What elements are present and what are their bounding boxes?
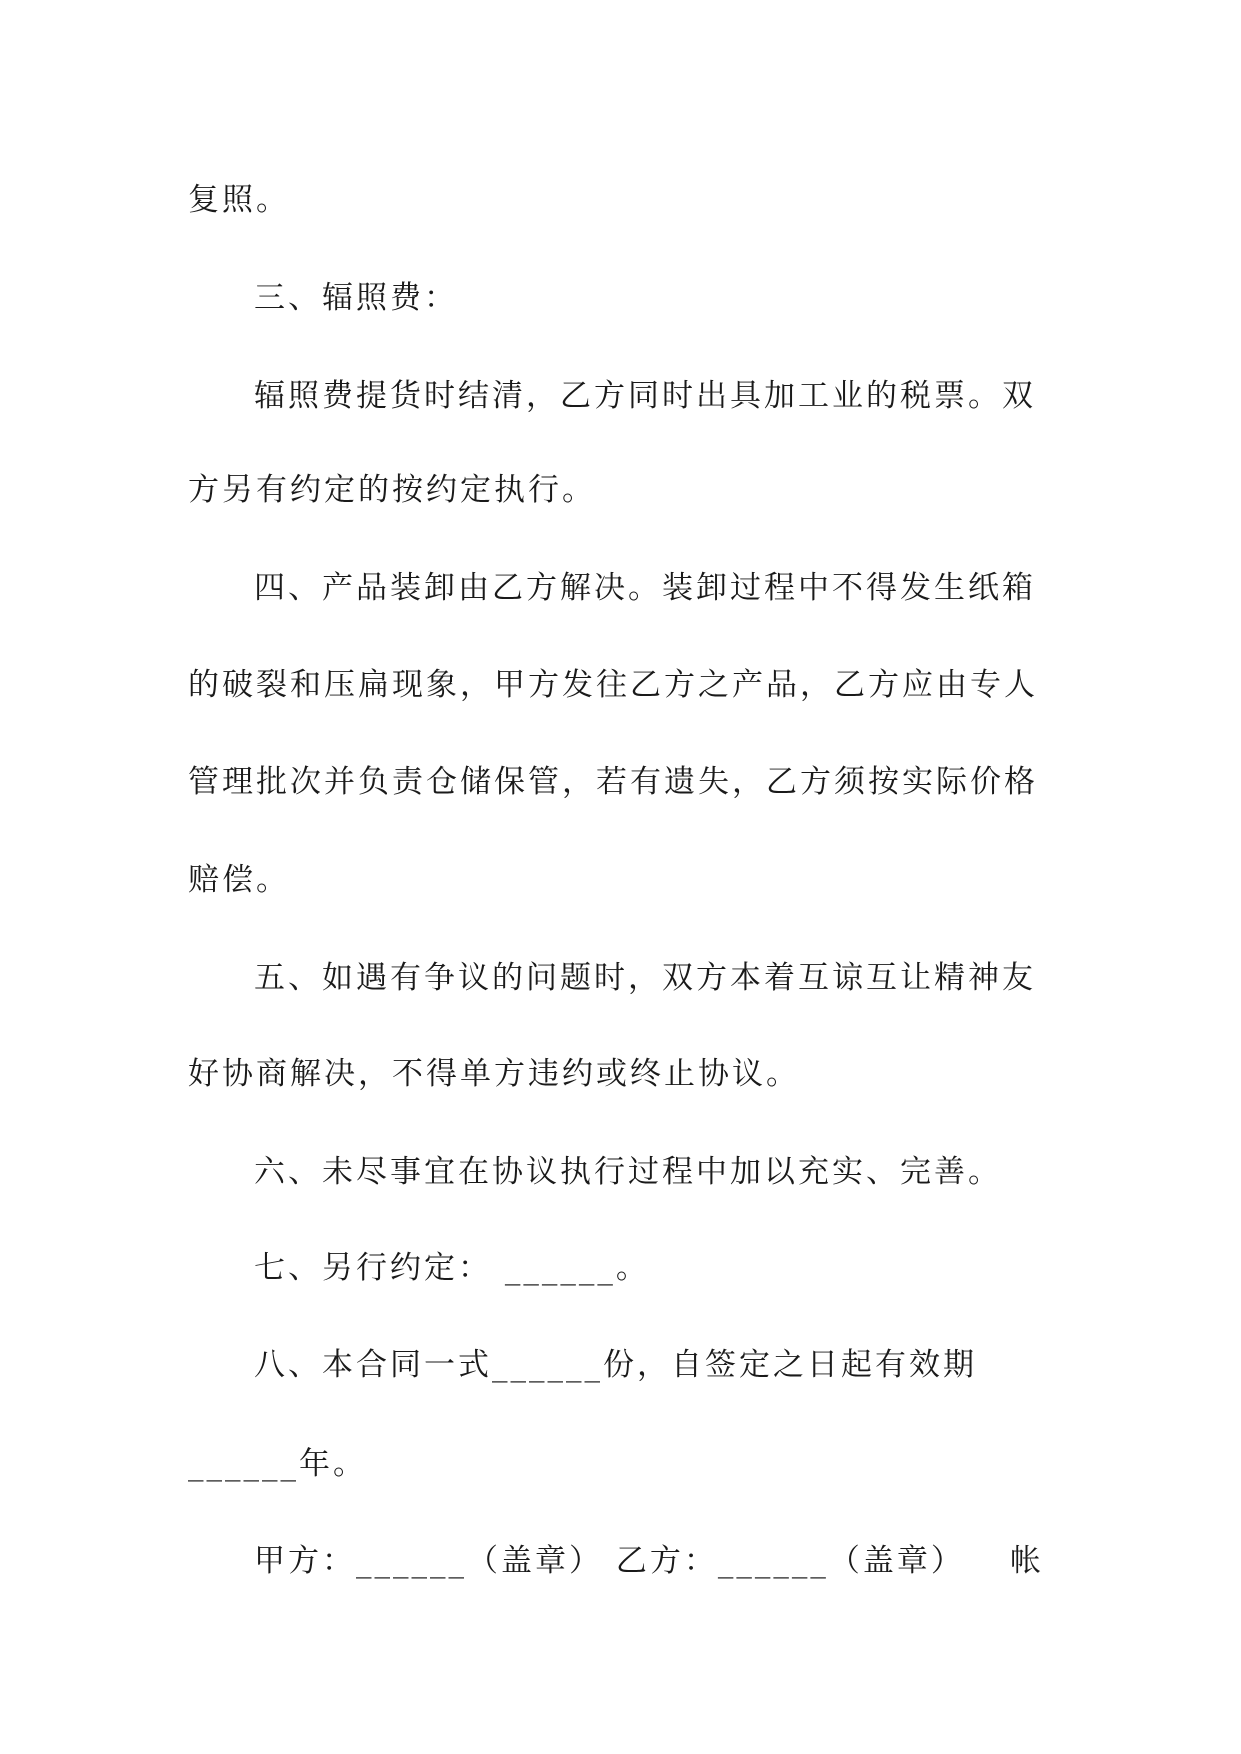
paragraph-line: 七、另行约定： ______。	[254, 1250, 650, 1286]
signature-row	[254, 1541, 1044, 1581]
section-heading-irradiation-fee: 三、辐照费：	[254, 280, 458, 316]
paragraph-line: 管理批次并负责仓储保管，若有遗失，乙方须按实际价格	[188, 764, 1038, 800]
paragraph-line: 四、产品装卸由乙方解决。装卸过程中不得发生纸箱	[254, 570, 1036, 606]
paragraph-line: 好协商解决，不得单方违约或终止协议。	[188, 1056, 800, 1092]
paragraph-line: 六、未尽事宜在协议执行过程中加以充实、完善。	[254, 1154, 1002, 1190]
paragraph-line: 五、如遇有争议的问题时，双方本着互谅互让精神友	[254, 960, 1036, 996]
paragraph-line: 辐照费提货时结清，乙方同时出具加工业的税票。双	[254, 378, 1036, 414]
paragraph-line: 赔偿。	[188, 862, 290, 898]
paragraph-line: 的破裂和压扁现象，甲方发往乙方之产品，乙方应由专人	[188, 667, 1038, 703]
paragraph-line: 八、本合同一式______份，自签定之日起有效期	[254, 1347, 977, 1383]
paragraph-line: 方另有约定的按约定执行。	[188, 472, 596, 508]
signature-parties: 甲方：______（盖章） 乙方：______（盖章）	[254, 1543, 965, 1579]
paragraph-line: ______年。	[188, 1446, 367, 1482]
paragraph-line: 复照。	[188, 182, 290, 218]
account-label: 帐	[1010, 1543, 1044, 1579]
